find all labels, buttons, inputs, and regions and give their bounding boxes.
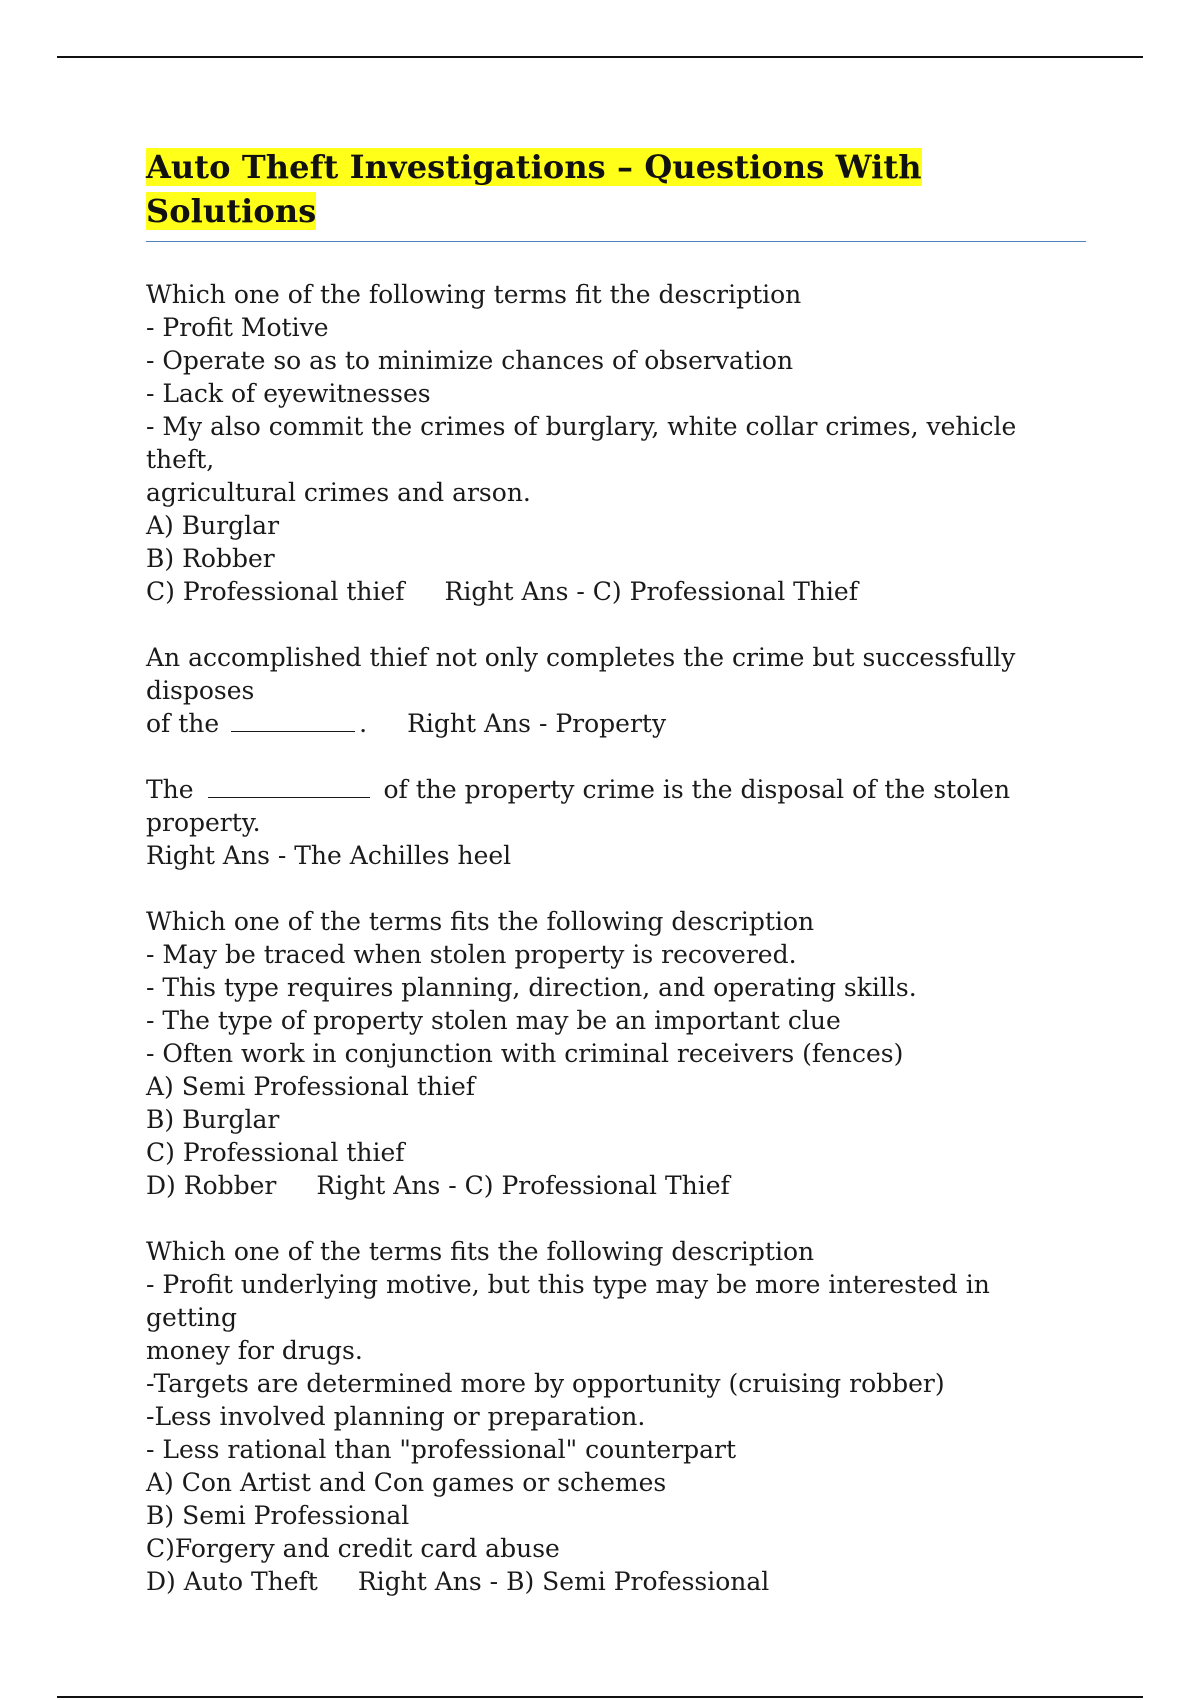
option-line: C) Professional thief	[146, 1138, 405, 1167]
question-line: Which one of the following terms fit the description	[146, 280, 802, 309]
answer-text: Right Ans - B) Semi Professional	[357, 1567, 770, 1596]
fill-in-blank	[231, 730, 355, 732]
question-line: An accomplished thief not only completes the crime but successfully disposes	[146, 643, 1024, 705]
fill-in-blank	[208, 796, 370, 798]
option-text: C) Professional thief	[146, 577, 405, 606]
question-line: money for drugs.	[146, 1336, 363, 1365]
option-line: A) Con Artist and Con games or schemes	[146, 1468, 667, 1497]
answer-text: Right Ans - C) Professional Thief	[316, 1171, 730, 1200]
answer-text: Right Ans - C) Professional Thief	[444, 577, 858, 606]
option-line: A) Semi Professional thief	[146, 1072, 476, 1101]
option-text: D) Auto Theft	[146, 1567, 318, 1596]
question-line: agricultural crimes and arson.	[146, 478, 531, 507]
title-block	[146, 145, 1086, 242]
question-2	[146, 641, 1086, 740]
option-line: B) Semi Professional	[146, 1501, 410, 1530]
question-line: - Profit underlying motive, but this type may be more interested in getting	[146, 1270, 998, 1332]
question-line: - Operate so as to minimize chances of observation	[146, 346, 794, 375]
option-text: D) Robber	[146, 1171, 277, 1200]
option-with-answer	[146, 575, 1086, 608]
question-line: -Targets are determined more by opportunity (cruising robber)	[146, 1369, 945, 1398]
option-line: B) Burglar	[146, 1105, 280, 1134]
document-title: Auto Theft Investigations – Questions With Solutions	[146, 148, 922, 230]
question-line-with-answer	[146, 707, 1086, 740]
header-rule	[57, 56, 1143, 58]
question-4	[146, 905, 1086, 1202]
question-line: - May be traced when stolen property is recovered.	[146, 940, 797, 969]
question-line: - Profit Motive	[146, 313, 329, 342]
question-line	[146, 773, 1086, 839]
footer-rule	[57, 1696, 1143, 1698]
question-text: of the	[146, 709, 220, 738]
question-line: - Less rational than "professional" counterpart	[146, 1435, 737, 1464]
question-3	[146, 773, 1086, 872]
option-line: C)Forgery and credit card abuse	[146, 1534, 560, 1563]
question-line: Which one of the terms fits the following description	[146, 1237, 815, 1266]
option-line: B) Robber	[146, 544, 275, 573]
option-with-answer	[146, 1565, 1086, 1598]
answer-text: Right Ans - The Achilles heel	[146, 841, 512, 870]
document-body	[146, 145, 1086, 1631]
question-text: The	[146, 775, 194, 804]
question-line: - Often work in conjunction with criminal receivers (fences)	[146, 1039, 904, 1068]
question-text: of the property crime is the disposal of the stolen property.	[146, 775, 1019, 837]
question-line: - The type of property stolen may be an important clue	[146, 1006, 841, 1035]
question-line: -Less involved planning or preparation.	[146, 1402, 646, 1431]
question-line: - Lack of eyewitnesses	[146, 379, 431, 408]
question-5	[146, 1235, 1086, 1598]
option-line: A) Burglar	[146, 511, 280, 540]
question-1	[146, 278, 1086, 608]
answer-text: Right Ans - Property	[407, 709, 667, 738]
question-line: - This type requires planning, direction, and operating skills.	[146, 973, 917, 1002]
question-line: Which one of the terms fits the following description	[146, 907, 815, 936]
question-line: - My also commit the crimes of burglary, white collar crimes, vehicle theft,	[146, 412, 1025, 474]
option-with-answer	[146, 1169, 1086, 1202]
question-text: .	[359, 709, 368, 738]
